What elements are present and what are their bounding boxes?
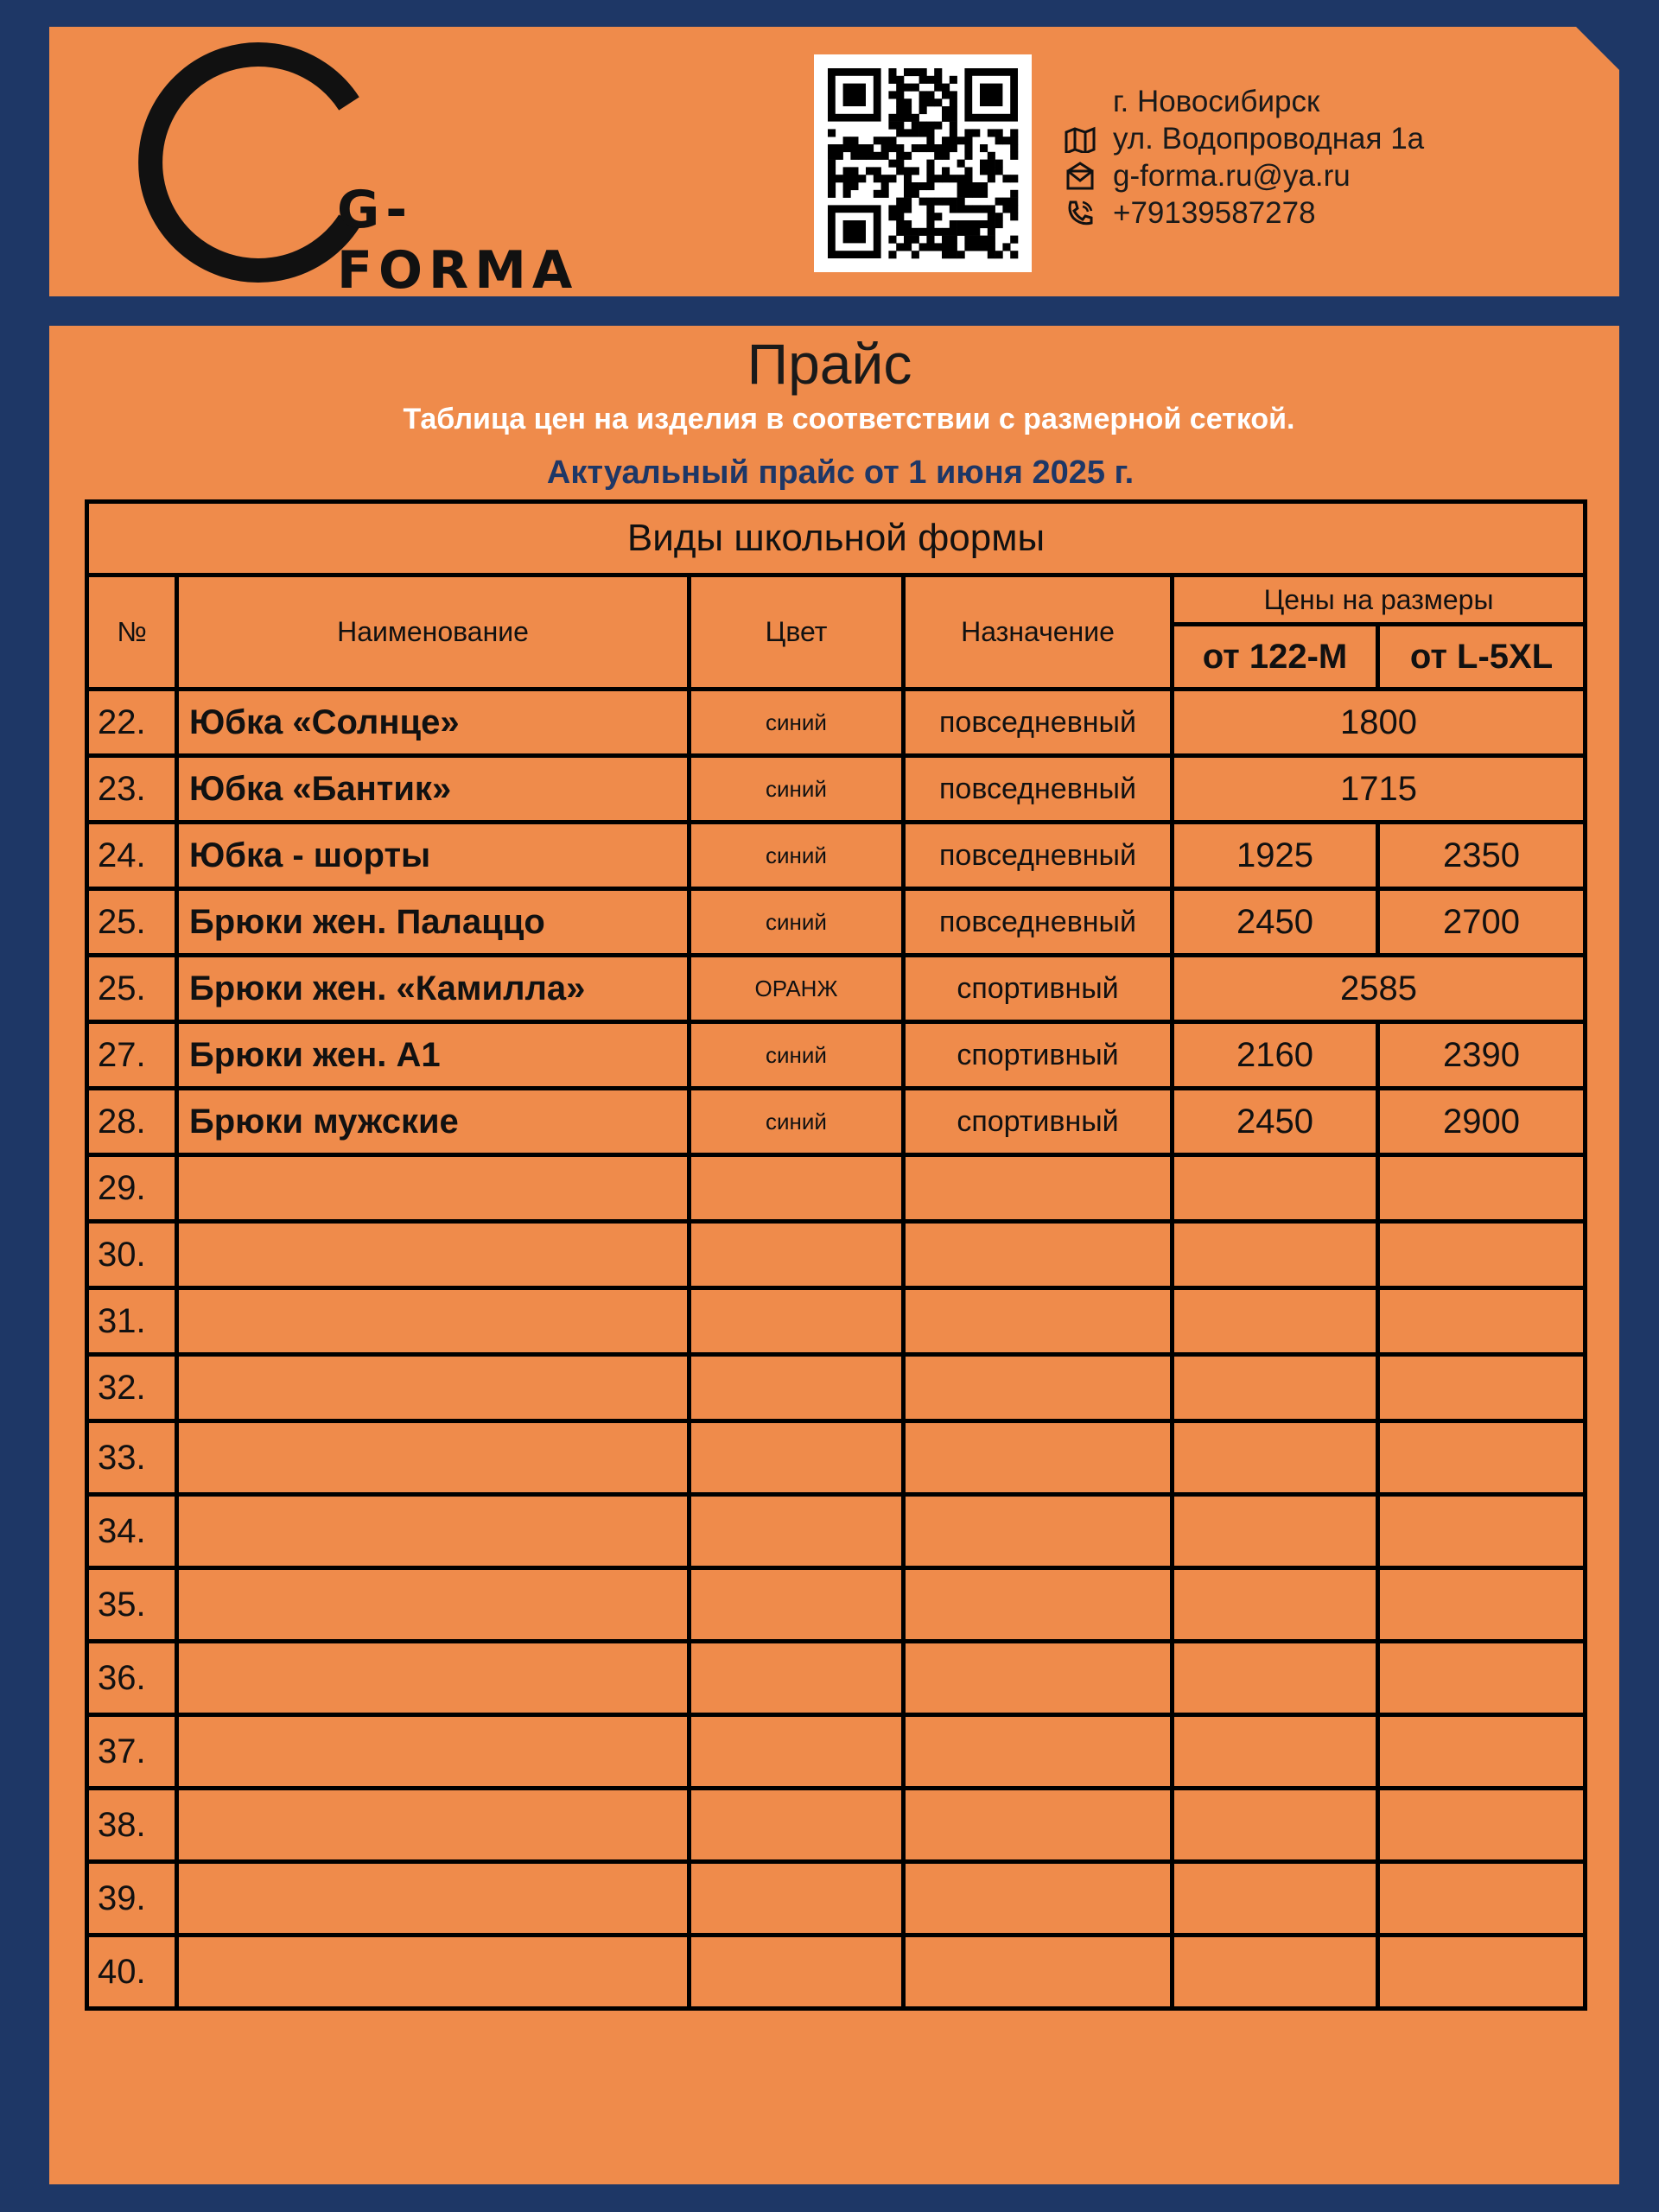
table-row — [87, 1862, 1586, 1936]
table-row — [87, 889, 1586, 956]
brand-name: G-FORMA — [337, 180, 579, 301]
item-color — [690, 1862, 904, 1936]
table-row — [87, 1022, 1586, 1089]
contact-phone-text[interactable]: +79139587278 — [1113, 195, 1316, 230]
row-number: 39. — [87, 1862, 177, 1936]
table-row — [87, 1355, 1586, 1421]
item-purpose — [904, 1936, 1173, 2009]
item-name — [177, 1495, 690, 1568]
item-purpose — [904, 1568, 1173, 1642]
item-price: 2585 — [1173, 956, 1586, 1022]
item-price-size-a — [1173, 1495, 1378, 1568]
item-name — [177, 1222, 690, 1288]
item-price-size-b — [1378, 1789, 1586, 1862]
item-purpose — [904, 1715, 1173, 1789]
item-price-size-a — [1173, 1355, 1378, 1421]
item-price-size-a: 1925 — [1173, 823, 1378, 889]
row-number: 35. — [87, 1568, 177, 1642]
item-price-size-b — [1378, 1862, 1586, 1936]
row-number: 30. — [87, 1222, 177, 1288]
item-purpose — [904, 1288, 1173, 1355]
table-row — [87, 690, 1586, 756]
table-row — [87, 823, 1586, 889]
item-purpose: повседневный — [904, 690, 1173, 756]
mail-icon — [1063, 159, 1097, 194]
item-color — [690, 1155, 904, 1222]
item-color — [690, 1936, 904, 2009]
item-color — [690, 1288, 904, 1355]
item-name: Брюки мужские — [177, 1089, 690, 1155]
header-purpose: Назначение — [904, 575, 1173, 690]
item-color — [690, 1222, 904, 1288]
table-row — [87, 1642, 1586, 1715]
item-price-size-b: 2900 — [1378, 1089, 1586, 1155]
item-price-size-a — [1173, 1155, 1378, 1222]
item-price-size-b: 2700 — [1378, 889, 1586, 956]
row-number: 31. — [87, 1288, 177, 1355]
item-color — [690, 1789, 904, 1862]
item-name — [177, 1155, 690, 1222]
item-price: 1800 — [1173, 690, 1586, 756]
table-row — [87, 1789, 1586, 1862]
item-price-size-a — [1173, 1568, 1378, 1642]
row-number: 25. — [87, 956, 177, 1022]
row-number: 24. — [87, 823, 177, 889]
row-number: 36. — [87, 1642, 177, 1715]
contact-address — [1063, 120, 1424, 157]
price-table — [85, 499, 1587, 2011]
item-purpose: повседневный — [904, 823, 1173, 889]
row-number: 25. — [87, 889, 177, 956]
row-number: 38. — [87, 1789, 177, 1862]
item-color: синий — [690, 690, 904, 756]
item-color — [690, 1568, 904, 1642]
item-name — [177, 1421, 690, 1495]
header-color: Цвет — [690, 575, 904, 690]
item-price-size-a: 2160 — [1173, 1022, 1378, 1089]
table-row — [87, 1568, 1586, 1642]
item-purpose — [904, 1421, 1173, 1495]
item-price-size-a: 2450 — [1173, 1089, 1378, 1155]
table-row — [87, 1222, 1586, 1288]
price-date: Актуальный прайс от 1 июня 2025 г. — [546, 454, 1135, 491]
row-number: 23. — [87, 756, 177, 823]
item-color: синий — [690, 756, 904, 823]
row-number: 32. — [87, 1355, 177, 1421]
header-size-a: от 122-М — [1173, 625, 1378, 690]
item-price-size-b — [1378, 1495, 1586, 1568]
item-price: 1715 — [1173, 756, 1586, 823]
item-name — [177, 1288, 690, 1355]
item-name — [177, 1568, 690, 1642]
qr-code[interactable] — [814, 54, 1032, 272]
table-caption: Виды школьной формы — [87, 502, 1586, 575]
item-color — [690, 1642, 904, 1715]
item-price-size-a — [1173, 1936, 1378, 2009]
item-color: синий — [690, 823, 904, 889]
item-price-size-a — [1173, 1642, 1378, 1715]
table-row — [87, 1936, 1586, 2009]
item-name: Юбка - шорты — [177, 823, 690, 889]
row-number: 29. — [87, 1155, 177, 1222]
item-color — [690, 1355, 904, 1421]
qr-code-image — [814, 54, 1032, 272]
item-price-size-a — [1173, 1288, 1378, 1355]
table-row — [87, 1495, 1586, 1568]
header-prices: Цены на размеры — [1173, 575, 1586, 625]
item-price-size-b — [1378, 1642, 1586, 1715]
item-price-size-b — [1378, 1222, 1586, 1288]
item-name — [177, 1715, 690, 1789]
table-row — [87, 1089, 1586, 1155]
item-color: ОРАНЖ — [690, 956, 904, 1022]
item-purpose — [904, 1642, 1173, 1715]
item-purpose: спортивный — [904, 956, 1173, 1022]
table-row — [87, 1421, 1586, 1495]
item-color — [690, 1421, 904, 1495]
row-number: 40. — [87, 1936, 177, 2009]
item-name — [177, 1936, 690, 2009]
row-number: 22. — [87, 690, 177, 756]
item-price-size-a — [1173, 1789, 1378, 1862]
row-number: 27. — [87, 1022, 177, 1089]
item-name: Юбка «Бантик» — [177, 756, 690, 823]
item-purpose — [904, 1789, 1173, 1862]
item-price-size-b — [1378, 1936, 1586, 2009]
item-color: синий — [690, 1022, 904, 1089]
item-purpose: повседневный — [904, 756, 1173, 823]
table-header-row — [87, 575, 1586, 625]
table-row — [87, 1715, 1586, 1789]
row-number: 37. — [87, 1715, 177, 1789]
table-row — [87, 756, 1586, 823]
contact-address-text: ул. Водопроводная 1а — [1113, 121, 1425, 156]
item-name: Юбка «Солнце» — [177, 690, 690, 756]
table-row — [87, 1288, 1586, 1355]
row-number: 28. — [87, 1089, 177, 1155]
contact-city — [1063, 83, 1424, 120]
item-purpose — [904, 1155, 1173, 1222]
item-price-size-a: 2450 — [1173, 889, 1378, 956]
brand-logo — [121, 41, 588, 301]
item-price-size-b — [1378, 1155, 1586, 1222]
item-price-size-a — [1173, 1862, 1378, 1936]
item-purpose — [904, 1222, 1173, 1288]
header-name: Наименование — [177, 575, 690, 690]
item-purpose: спортивный — [904, 1022, 1173, 1089]
item-name — [177, 1862, 690, 1936]
row-number: 33. — [87, 1421, 177, 1495]
table-row — [87, 1155, 1586, 1222]
map-icon — [1063, 122, 1097, 156]
contact-phone[interactable] — [1063, 194, 1424, 232]
item-price-size-b — [1378, 1355, 1586, 1421]
item-color — [690, 1715, 904, 1789]
item-purpose: спортивный — [904, 1089, 1173, 1155]
item-name: Брюки жен. Палаццо — [177, 889, 690, 956]
item-color — [690, 1495, 904, 1568]
item-price-size-b: 2390 — [1378, 1022, 1586, 1089]
item-purpose: повседневный — [904, 889, 1173, 956]
item-name — [177, 1355, 690, 1421]
contact-city-text: г. Новосибирск — [1113, 84, 1320, 118]
header-num: № — [87, 575, 177, 690]
item-price-size-b — [1378, 1568, 1586, 1642]
item-name: Брюки жен. «Камилла» — [177, 956, 690, 1022]
item-name — [177, 1642, 690, 1715]
item-name — [177, 1789, 690, 1862]
item-price-size-b: 2350 — [1378, 823, 1586, 889]
contact-email-text[interactable]: g-forma.ru@ya.ru — [1113, 158, 1351, 193]
row-number: 34. — [87, 1495, 177, 1568]
item-price-size-a — [1173, 1421, 1378, 1495]
item-purpose — [904, 1495, 1173, 1568]
item-price-size-a — [1173, 1222, 1378, 1288]
item-name: Брюки жен. А1 — [177, 1022, 690, 1089]
table-row — [87, 956, 1586, 1022]
item-price-size-b — [1378, 1288, 1586, 1355]
page-subtitle: Таблица цен на изделия в соответствии с размерной сеткой. — [403, 403, 1295, 435]
contact-email[interactable] — [1063, 157, 1424, 194]
table-caption-row — [87, 502, 1586, 575]
item-purpose — [904, 1355, 1173, 1421]
item-price-size-b — [1378, 1421, 1586, 1495]
item-purpose — [904, 1862, 1173, 1936]
contacts-block — [1063, 83, 1424, 232]
phone-icon — [1063, 196, 1097, 231]
page-title: Прайс — [747, 332, 912, 396]
header-size-b: от L-5XL — [1378, 625, 1586, 690]
item-color: синий — [690, 889, 904, 956]
item-color: синий — [690, 1089, 904, 1155]
item-price-size-a — [1173, 1715, 1378, 1789]
item-price-size-b — [1378, 1715, 1586, 1789]
